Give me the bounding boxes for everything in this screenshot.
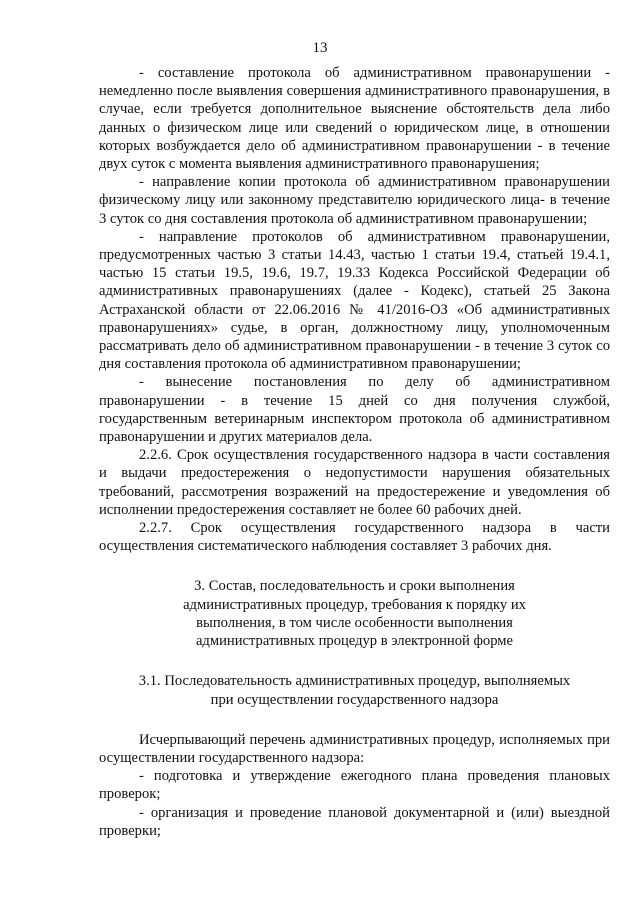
subsection-heading-line: при осуществлении государственного надзора: [210, 691, 499, 708]
section-heading-line: административных процедур, требования к порядку их: [183, 596, 526, 613]
section-heading-line: административных процедур в электронной форме: [195, 633, 514, 650]
section-heading: [99, 577, 610, 650]
paragraph: 2.2.7. Срок осуществления государственного надзора в части осуществления систематического наблюдения составляет 3 рабочих дня.: [99, 520, 610, 555]
section-heading-line: 3. Состав, последовательность и сроки выполнения: [194, 578, 515, 595]
paragraph: 2.2.6. Срок осуществления государственного надзора в части составления и выдачи предостережения о недопустимости нарушения обязательных требований, рассмотрения возражений на предостережение и уведомления об исполнении предостережения составляет не более 60 рабочих дней.: [99, 447, 610, 518]
paragraph: - составление протокола об административном правонарушении - немедленно после выявления совершения административного правонарушения, в случае, если требуется дополнительное выяснение обстоятельств дела либо данных о физическом лице или сведений о юридическом лице, в отношении которых возбуждается дело об административном правонарушении - в течение двух суток с момента выявления административного правонарушения;: [99, 65, 610, 173]
paragraph: - подготовка и утверждение ежегодного плана проведения плановых проверок;: [99, 768, 610, 803]
subsection-heading: [99, 672, 610, 708]
paragraph: - направление протоколов об административном правонарушении, предусмотренных частью 3 статьи 14.43, частью 1 статьи 19.4, статьей 19.4.1, частью 15 статьи 19.5, 19.6, 19.7, 19.33 Кодекса Российской Федерации об административных правонарушениях (далее - Кодекс), статьей 25 Закона Астраханской области от 22.06.2016 № 41/2016-ОЗ «Об административных правонарушениях» судье, в орган, должностному лицу, уполномоченным рассматривать дело об административном правонарушении - в течение 3 суток со дня составления протокола об административном правонарушении;: [99, 228, 610, 373]
paragraph: - организация и проведение плановой документарной и (или) выездной проверки;: [99, 804, 610, 839]
paragraph: Исчерпывающий перечень административных процедур, исполняемых при осуществлении государственного надзора:: [99, 731, 610, 766]
paragraph: - вынесение постановления по делу об административном правонарушении - в течение 15 дней со дня получения службой, государственным ветеринарным инспектором протокола об административном правонарушении и других материалов дела.: [99, 374, 610, 446]
page-number: 13: [312, 40, 328, 56]
paragraph: - направление копии протокола об административном правонарушении физическому лицу или законному представителю юридического лица- в течение 3 суток со дня составления протокола об административном правонарушении;: [99, 174, 610, 227]
section-heading-line: выполнения, в том числе особенности выполнения: [196, 614, 513, 631]
subsection-heading-line: 3.1. Последовательность административных процедур, выполняемых: [138, 673, 571, 690]
document-body: [99, 64, 610, 840]
